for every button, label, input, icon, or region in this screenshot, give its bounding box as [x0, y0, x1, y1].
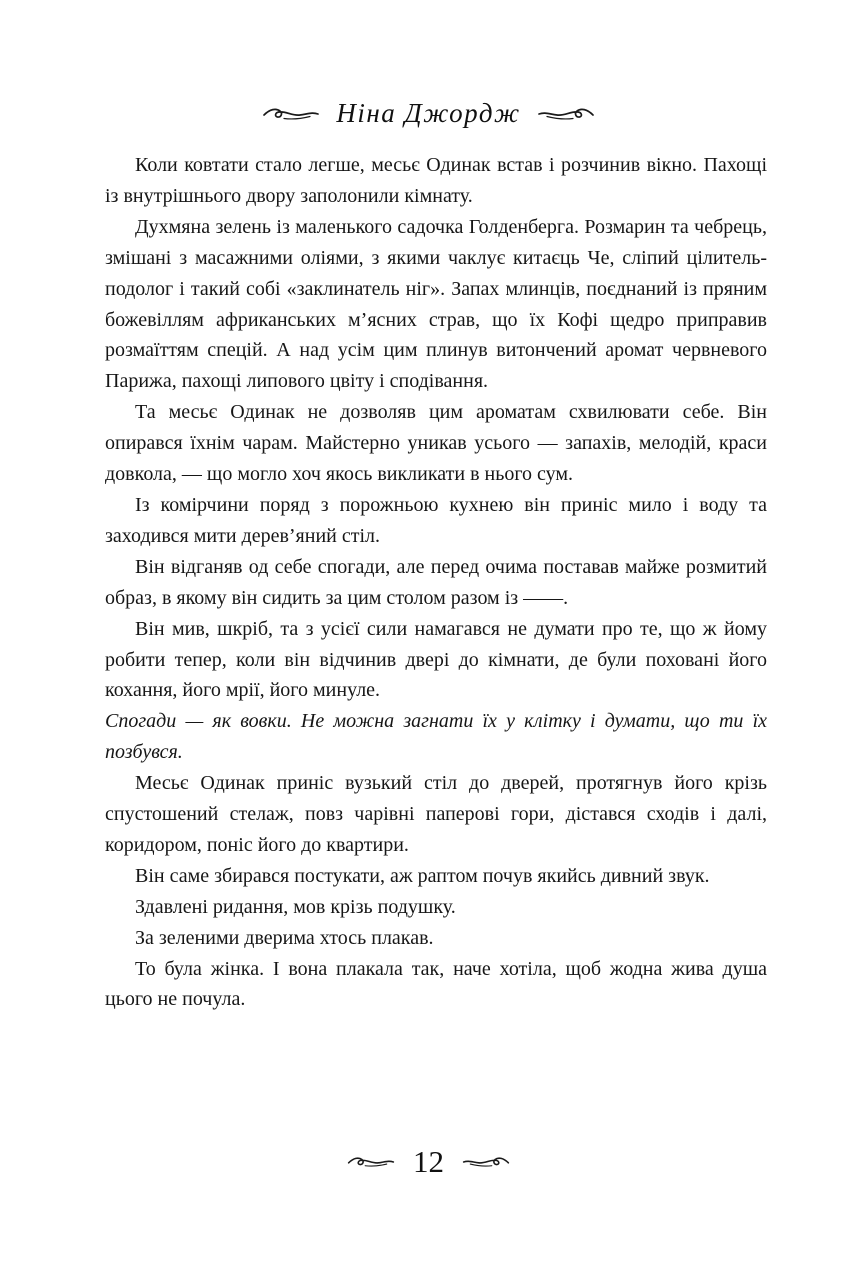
running-header: [0, 98, 857, 129]
page-footer: [0, 1146, 857, 1177]
flourish-icon: [462, 1154, 510, 1170]
paragraph: Месьє Одинак приніс вузький стіл до дверей, протягнув його крізь спустошений стелаж, повз чарівні паперові гори, дістався сходів і далі, коридором, поніс його до квартири.: [105, 772, 767, 856]
flourish-icon: [347, 1154, 395, 1170]
paragraph: Він саме збирався постукати, аж раптом почув якийсь дивний звук.: [135, 864, 710, 887]
paragraph: Спогади — як вовки. Не можна загнати їх у клітку і думати, що ти їх позбувся.: [105, 710, 767, 764]
paragraph: За зеленими дверима хтось плакав.: [135, 926, 434, 949]
paragraph: Коли ковтати стало легше, месьє Одинак встав і розчинив вікно. Пахощі із внутрішнього двору заполонили кімнату.: [105, 154, 767, 207]
author-name: Ніна Джордж: [336, 98, 521, 128]
paragraph: То була жінка. І вона плакала так, наче хотіла, щоб жодна жива душа цього не почула.: [105, 957, 767, 1011]
paragraph: Та месьє Одинак не дозволяв цим ароматам схвилювати себе. Він опирався їхнім чарам. Майстерно уникав усього — запахів, мелодій, краси довкола, — що могло хоч якось викликати в нього сум.: [105, 401, 767, 486]
paragraph: Він мив, шкріб, та з усієї сили намагався не думати про те, що ж йому робити тепер, коли він відчинив двері до кімнати, де були поховані його кохання, його мрії, його минуле.: [105, 617, 767, 702]
paragraph: Духмяна зелень із маленького садочка Голденберга. Розмарин та чебрець, змішані з масажними оліями, з якими чаклує китаєць Че, сліпий цілитель-подолог і такий собі «заклинатель ніг». Запах млинців, поєднаний із пряним божевіллям африканських м’ясних страв, що їх Кофі щедро приправив розмаїттям спецій. А над усім цим плинув витончений аромат червневого Парижа, пахощі липового цвіту і сподівання.: [105, 215, 767, 393]
paragraph: Здавлені ридання, мов крізь подушку.: [135, 895, 456, 918]
page-number: 12: [413, 1144, 444, 1179]
paragraph: Він відганяв од себе спогади, але перед очима поставав майже розмитий образ, в якому він сидить за цим столом разом із ——.: [105, 555, 767, 609]
paragraph: Із комірчини поряд з порожньою кухнею він приніс мило і воду та заходився мити дерев’яний стіл.: [105, 493, 767, 547]
flourish-icon: [537, 105, 595, 123]
body-text: [105, 150, 767, 1015]
flourish-icon: [262, 105, 320, 123]
